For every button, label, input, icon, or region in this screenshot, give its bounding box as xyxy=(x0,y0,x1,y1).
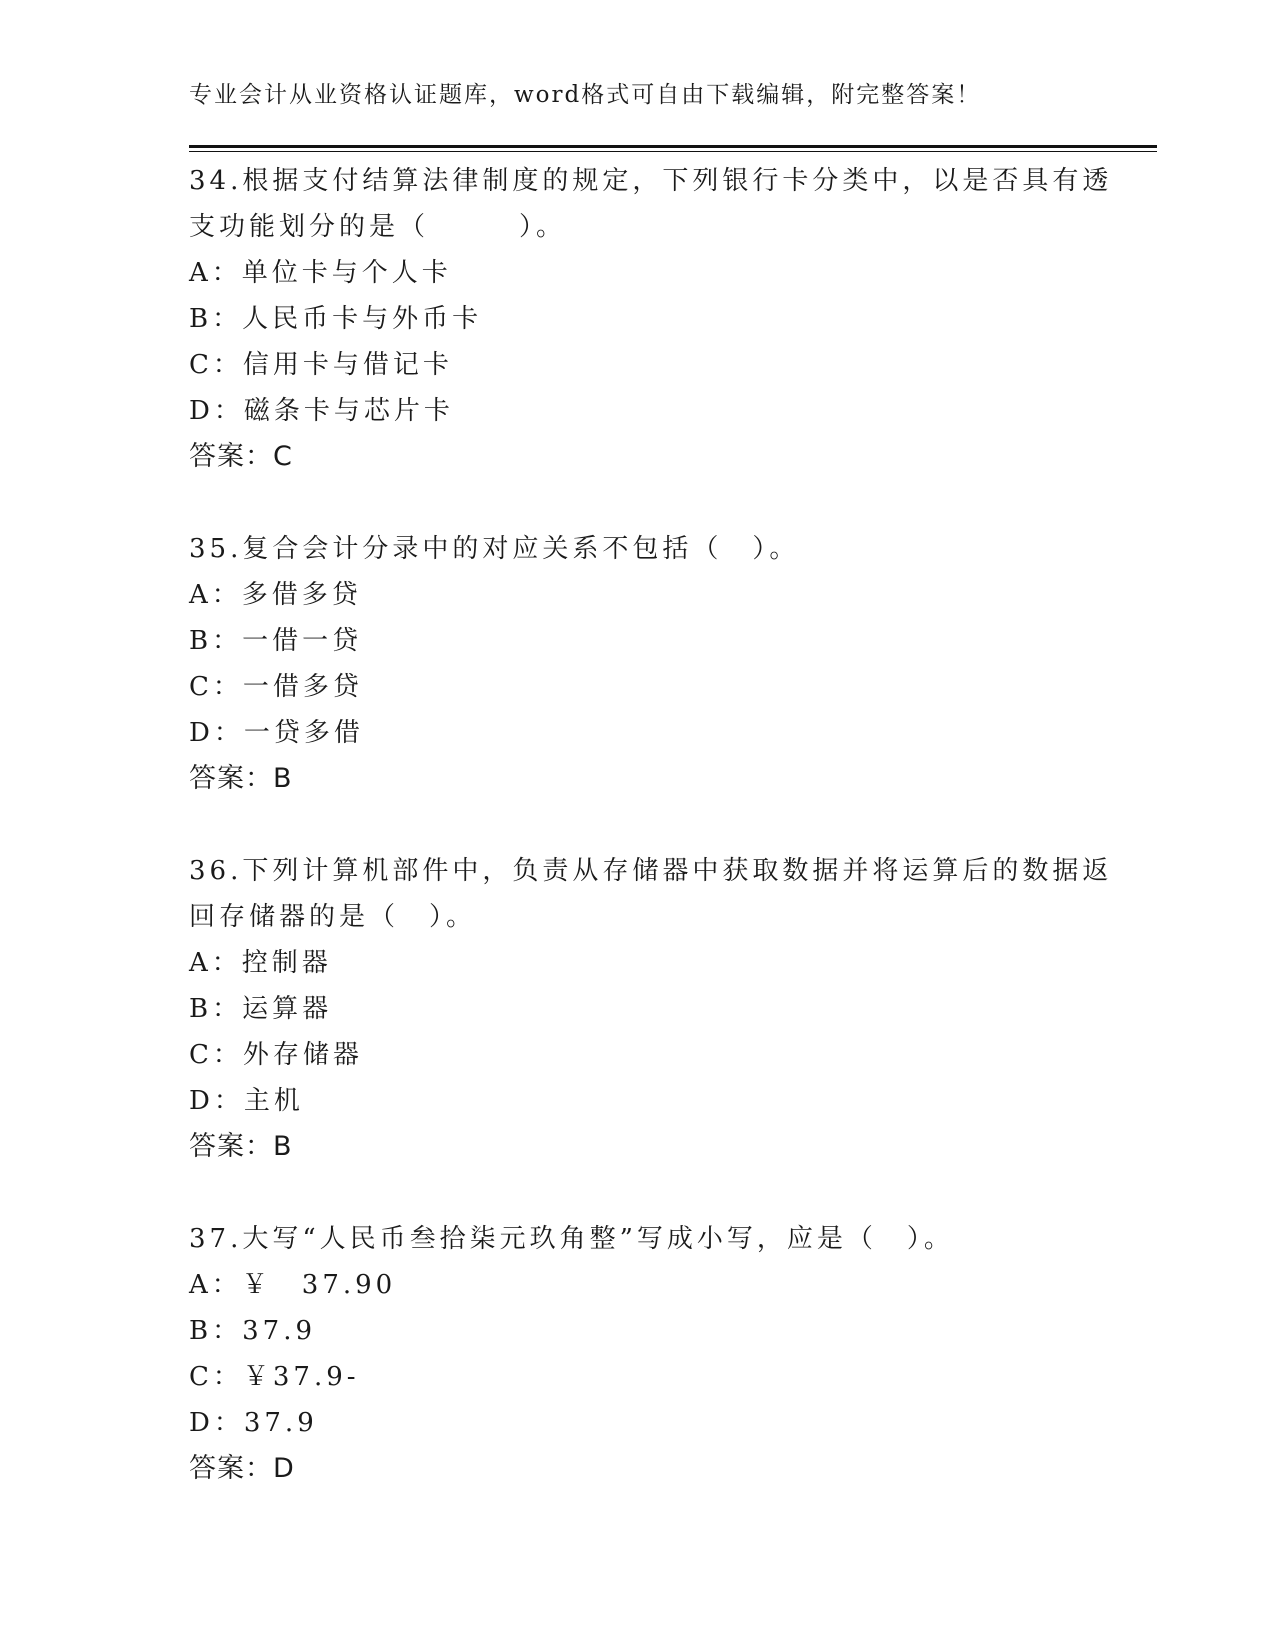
question-stem-line: 回存储器的是（ ）。 xyxy=(189,902,477,932)
option-b: B：一借一贷 xyxy=(189,626,363,656)
option-c: C：￥37.9- xyxy=(189,1362,360,1392)
header-rule-thick xyxy=(189,145,1157,148)
option-d: D：磁条卡与芯片卡 xyxy=(189,396,454,426)
question-stem-line: 34.根据支付结算法律制度的规定，下列银行卡分类中，以是否具有透 xyxy=(189,166,1113,196)
question-list xyxy=(189,158,1113,1538)
question-34 xyxy=(189,158,1113,480)
answer-line: 答案：C xyxy=(189,441,293,472)
page-header: 专业会计从业资格认证题库，word格式可自由下载编辑，附完整答案！ xyxy=(189,82,982,108)
answer-line: 答案：B xyxy=(189,1131,293,1162)
question-stem-line: 支功能划分的是（ ）。 xyxy=(189,212,567,242)
question-36 xyxy=(189,848,1113,1170)
option-c: C：外存储器 xyxy=(189,1040,363,1070)
option-d: D：一贷多借 xyxy=(189,718,364,748)
option-a: A：控制器 xyxy=(189,948,332,978)
answer-line: 答案：B xyxy=(189,763,293,794)
option-c: C：信用卡与借记卡 xyxy=(189,350,453,380)
option-d: D：主机 xyxy=(189,1086,304,1116)
header-rule-thin xyxy=(189,151,1157,152)
question-stem-line: 36.下列计算机部件中，负责从存储器中获取数据并将运算后的数据返 xyxy=(189,856,1113,886)
question-stem-line: 37.大写“人民币叁拾柒元玖角整”写成小写，应是（ ）。 xyxy=(189,1224,954,1254)
option-b: B：运算器 xyxy=(189,994,333,1024)
option-a: A：单位卡与个人卡 xyxy=(189,258,452,288)
option-a: A：￥ 37.90 xyxy=(189,1270,397,1300)
option-d: D：37.9 xyxy=(189,1408,318,1438)
option-c: C：一借多贷 xyxy=(189,672,363,702)
option-a: A：多借多贷 xyxy=(189,580,362,610)
option-b: B：37.9 xyxy=(189,1316,316,1346)
question-stem-line: 35.复合会计分录中的对应关系不包括（ ）。 xyxy=(189,534,800,564)
question-35 xyxy=(189,526,1089,802)
question-37 xyxy=(189,1216,1089,1492)
answer-line: 答案：D xyxy=(189,1453,295,1484)
option-b: B：人民币卡与外币卡 xyxy=(189,304,483,334)
